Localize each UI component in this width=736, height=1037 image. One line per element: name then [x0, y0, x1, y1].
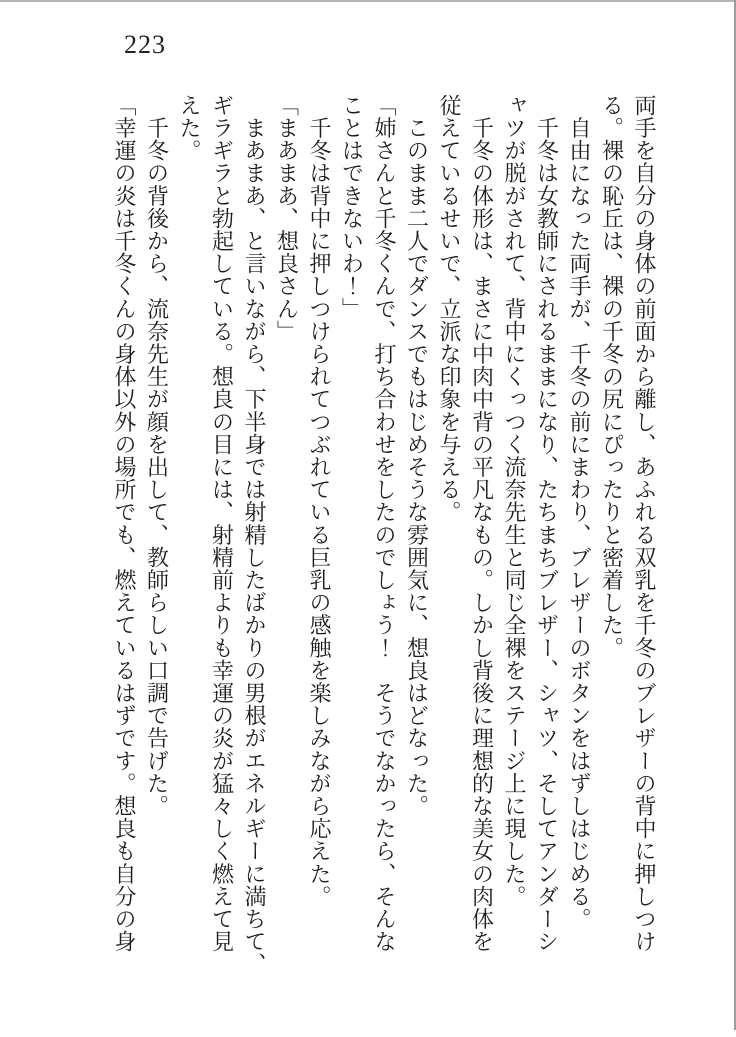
text-line: ャツが脱がされて、背中にくっつく流奈先生と同じ全裸をステージ上に現した。 — [502, 94, 527, 908]
text-line: 千冬の体形は、まさに中肉中背の平凡なもの。しかし背後に理想的な美女の肉体を — [469, 94, 495, 953]
text-line: このまま二人でダンスでもはじめそうな雰囲気に、想良はどなった。 — [404, 94, 430, 818]
text-line: 千冬の背後から、流奈先生が顔を出して、教師らしい口調で告げた。 — [144, 94, 170, 818]
text-line: 従えているせいで、立派な印象を与える。 — [437, 94, 462, 524]
text-line: えた。 — [177, 94, 202, 162]
text-line: 両手を自分の身体の前面から離し、あふれる双乳を千冬のブレザーの背中に押しつけ — [632, 94, 657, 953]
text-line: 「幸運の炎は千冬くんの身体以外の場所でも、燃えているはずです。想良も自分の身 — [112, 94, 137, 953]
text-line: る。裸の恥丘は、裸の千冬の尻にぴったりと密着した。 — [599, 94, 625, 659]
text-line: まあまあ、と言いながら、下半身では射精したばかりの男根がエネルギーに満ちて、 — [242, 94, 267, 976]
text-line: 自由になった両手が、千冬の前にまわり、ブレザーのボタンをはずしはじめる。 — [567, 94, 592, 931]
text-line: ことはできないわ！」 — [339, 94, 365, 320]
text-line: 「姉さんと千冬くんで、打ち合わせをしたのでしょう！ そうでなかったら、そんな — [372, 94, 397, 953]
text-line: ギラギラと勃起している。想良の目には、射精前よりも幸運の炎が猛々しく燃えて見 — [209, 94, 235, 953]
text-line: 千冬は背中に押しつけられてつぶれている巨乳の感触を楽しみながら応えた。 — [307, 94, 332, 908]
vertical-text-block — [108, 94, 661, 978]
text-line: 千冬は女教師にされるままになり、たちまちブレザー、シャツ、そしてアンダーシ — [534, 94, 560, 953]
scan-edge-top — [0, 0, 736, 2]
text-line: 「まあまあ、想良さん」 — [274, 94, 300, 343]
page-number: 223 — [124, 30, 166, 59]
